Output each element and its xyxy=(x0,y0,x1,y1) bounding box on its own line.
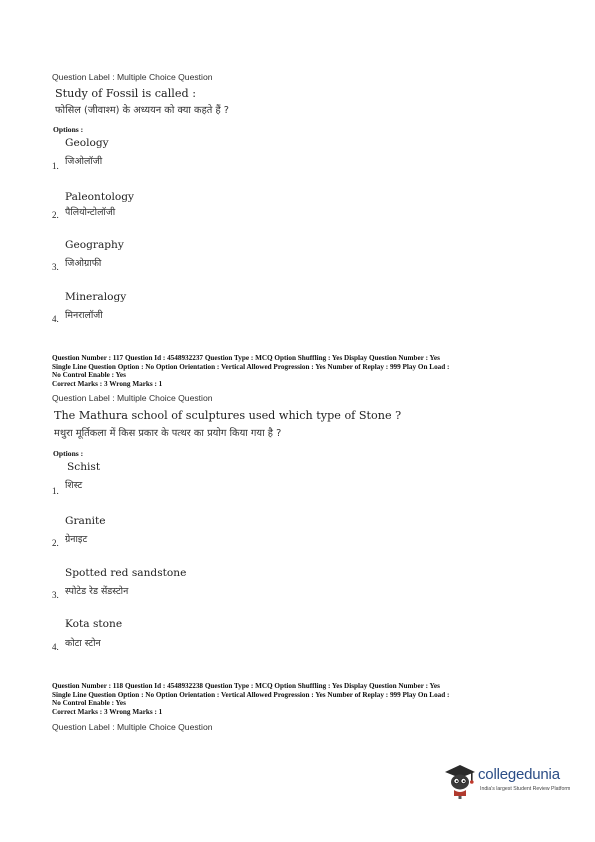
meta-line-3: No Control Enable : Yes xyxy=(52,699,126,708)
question-meta xyxy=(52,354,449,388)
question-label: Question Label : Multiple Choice Question xyxy=(52,393,213,403)
option-2-number: 2. xyxy=(52,538,59,548)
option-4-hi: कोटा स्टोन xyxy=(65,638,101,649)
option-4-en: Mineralogy xyxy=(65,291,127,303)
question-label: Question Label : Multiple Choice Question xyxy=(52,72,213,82)
option-2-en: Granite xyxy=(65,515,106,527)
meta-line-1: Question Number : 118 Question Id : 4548932238 Question Type : MCQ Option Shuffling : Yes Display Question Number : Yes xyxy=(52,682,440,690)
question-text-en: The Mathura school of sculptures used which type of Stone ? xyxy=(54,409,402,422)
option-1-number: 1. xyxy=(52,486,59,496)
option-4-number: 4. xyxy=(52,642,59,652)
option-2-hi: पैलियोन्टोलॉजी xyxy=(65,207,116,218)
question-text-en: Study of Fossil is called : xyxy=(55,87,196,100)
graduate-mascot-icon xyxy=(443,760,477,800)
option-1-en: Schist xyxy=(67,461,101,473)
marks-line: Correct Marks : 3 Wrong Marks : 1 xyxy=(52,707,163,716)
question-text-hi: मथुरा मूर्तिकला में किस प्रकार के पत्थर का प्रयोग किया गया है ? xyxy=(54,428,282,439)
option-3-number: 3. xyxy=(52,590,59,600)
question-label: Question Label : Multiple Choice Question xyxy=(52,722,213,732)
meta-line-2: Single Line Question Option : No Option Orientation : Vertical Allowed Progression : Yes Number of Replay : 999 Play On Load : xyxy=(52,690,450,699)
brand-name: collegedunia xyxy=(478,766,560,783)
option-1-hi: जिओलॉजी xyxy=(65,156,103,167)
option-2-en: Paleontology xyxy=(65,191,134,203)
question-meta xyxy=(52,682,449,716)
option-1-number: 1. xyxy=(52,161,59,171)
option-4-en: Kota stone xyxy=(65,618,123,630)
option-2-number: 2. xyxy=(52,210,59,220)
option-1-hi: शिस्ट xyxy=(65,480,83,491)
meta-line-2: Single Line Question Option : No Option Orientation : Vertical Allowed Progression : Yes Number of Replay : 999 Play On Load : xyxy=(52,362,450,371)
option-4-number: 4. xyxy=(52,314,59,324)
question-text-hi: फोसिल (जीवाश्म) के अध्ययन को क्या कहते हैं ? xyxy=(55,105,229,116)
meta-line-3: No Control Enable : Yes xyxy=(52,371,126,380)
option-2-hi: ग्रेनाइट xyxy=(65,534,88,545)
option-3-number: 3. xyxy=(52,262,59,272)
options-title: Options : xyxy=(53,449,84,458)
options-title: Options : xyxy=(53,125,84,134)
option-3-en: Spotted red sandstone xyxy=(65,567,187,579)
option-1-en: Geology xyxy=(65,137,109,149)
option-3-hi: जिओग्राफी xyxy=(65,258,102,269)
brand-tagline: India's largest Student Review Platform xyxy=(480,786,571,792)
meta-line-1: Question Number : 117 Question Id : 4548932237 Question Type : MCQ Option Shuffling : Yes Display Question Number : Yes xyxy=(52,354,440,362)
brand-logo xyxy=(443,760,593,802)
marks-line: Correct Marks : 3 Wrong Marks : 1 xyxy=(52,379,163,388)
option-4-hi: मिनरालॉजी xyxy=(65,310,103,321)
option-3-en: Geography xyxy=(65,239,124,251)
option-3-hi: स्पोटेड रेड सेंडस्टोन xyxy=(65,586,129,597)
